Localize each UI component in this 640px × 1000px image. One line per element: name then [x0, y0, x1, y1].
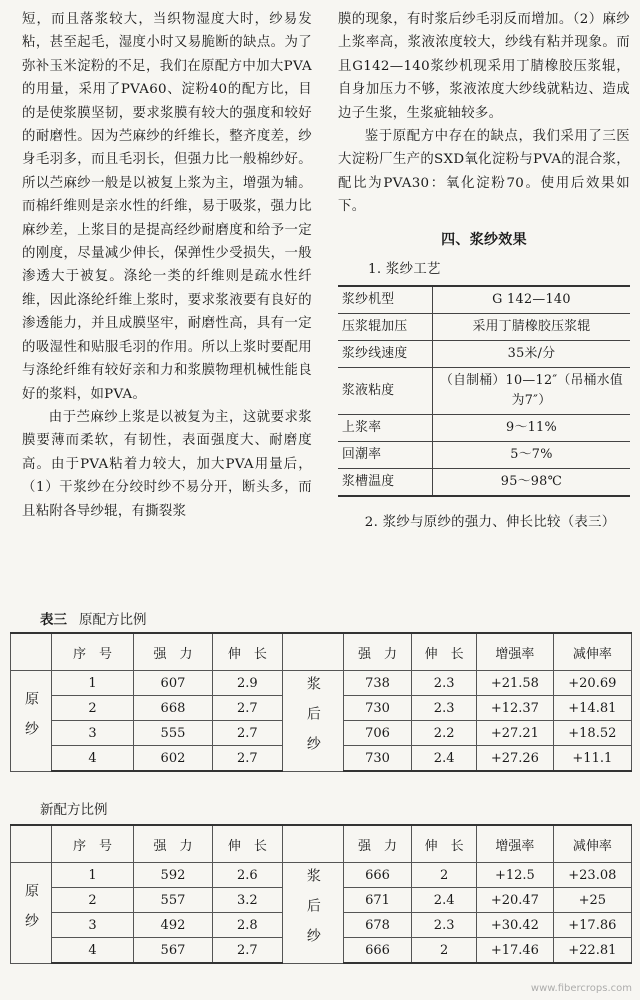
col-header: 强 力 — [343, 825, 411, 863]
cell: 1 — [52, 671, 134, 696]
table-caption — [40, 608, 147, 628]
param-value: （自制桶）10—12″（吊桶水值为7″） — [433, 368, 631, 415]
process-table — [338, 285, 630, 497]
subsection-title: 2. 浆纱与原纱的强力、伸长比较（表三） — [364, 515, 616, 531]
col-header: 序 号 — [52, 633, 134, 671]
cell: 555 — [134, 721, 213, 746]
table-row — [11, 671, 632, 696]
cell: 666 — [343, 863, 411, 888]
param-value: 95～98℃ — [433, 469, 631, 497]
cell: 607 — [134, 671, 213, 696]
param-value: 9～11% — [433, 415, 631, 442]
param-name: 回潮率 — [338, 442, 433, 469]
cell: 2 — [412, 938, 477, 964]
cell: +12.5 — [477, 863, 554, 888]
group-label: 浆后纱 — [282, 863, 343, 964]
cell: 3 — [52, 913, 134, 938]
cell: 567 — [134, 938, 213, 964]
cell: 730 — [343, 746, 411, 772]
cell: +23.08 — [553, 863, 631, 888]
cell: 2.3 — [412, 913, 477, 938]
cell: +12.37 — [477, 696, 554, 721]
cell: +21.58 — [477, 671, 554, 696]
param-name: 压浆辊加压 — [338, 314, 433, 341]
col-header: 伸 长 — [212, 633, 282, 671]
cell: 4 — [52, 746, 134, 772]
table-caption — [40, 798, 108, 818]
cell: 1 — [52, 863, 134, 888]
cell: 4 — [52, 938, 134, 964]
cell: +22.81 — [553, 938, 631, 964]
cell: 671 — [343, 888, 411, 913]
param-value: 5～7% — [433, 442, 631, 469]
cell: +18.52 — [553, 721, 631, 746]
left-column — [22, 8, 312, 523]
table-header-row — [11, 633, 632, 671]
col-header: 伸 长 — [212, 825, 282, 863]
cell: 3.2 — [212, 888, 282, 913]
cell: +20.47 — [477, 888, 554, 913]
table-label: 表三 — [40, 612, 67, 628]
group-label: 原纱 — [11, 671, 52, 772]
cell: 2.2 — [412, 721, 477, 746]
cell: 2.4 — [412, 888, 477, 913]
paragraph: 由于苎麻纱上浆是以被复为主，这就要求浆膜要薄而柔软，有韧性，表面强度大、耐磨度高。由于PVA粘着力较大，加大PVA用量后，（1）干浆纱在分绞时纱不易分开，断头多，而且粘附各导纱辊，有撕裂浆 — [22, 409, 312, 519]
cell: +27.21 — [477, 721, 554, 746]
table-row — [338, 341, 630, 368]
param-name: 浆槽温度 — [338, 469, 433, 497]
cell: +27.26 — [477, 746, 554, 772]
table-row — [338, 415, 630, 442]
col-header: 减伸率 — [553, 825, 631, 863]
table-row — [338, 286, 630, 314]
subsection-title: 1. 浆纱工艺 — [368, 262, 441, 278]
table-row — [338, 469, 630, 497]
cell: 2.9 — [212, 671, 282, 696]
cell: 2.7 — [212, 696, 282, 721]
paragraph: 膜的现象，有时浆后纱毛羽反而增加。（2）麻纱上浆率高，浆液浓度较大，纱线有粘并现象。而且G142—140浆纱机现采用丁腈橡胶压浆辊，自身加压力不够，浆液浓度大纱线就粘边、造成边子生浆，生浆疵轴较多。 — [338, 12, 630, 121]
cell: 706 — [343, 721, 411, 746]
col-header: 伸 长 — [412, 825, 477, 863]
cell: +11.1 — [553, 746, 631, 772]
table-row — [11, 863, 632, 888]
cell: +17.46 — [477, 938, 554, 964]
cell: 2.4 — [412, 746, 477, 772]
table-title: 新配方比例 — [40, 802, 108, 818]
cell: 2.7 — [212, 721, 282, 746]
cell: 2 — [412, 863, 477, 888]
cell: +25 — [553, 888, 631, 913]
cell: 678 — [343, 913, 411, 938]
cell: 668 — [134, 696, 213, 721]
param-value: 采用丁腈橡胶压浆辊 — [433, 314, 631, 341]
col-header: 增强率 — [477, 825, 554, 863]
section-title: 四、浆纱效果 — [441, 231, 527, 248]
cell: 492 — [134, 913, 213, 938]
cell: 2.3 — [412, 671, 477, 696]
param-name: 上浆率 — [338, 415, 433, 442]
cell: 557 — [134, 888, 213, 913]
param-value: 35米/分 — [433, 341, 631, 368]
cell: 602 — [134, 746, 213, 772]
cell: +20.69 — [553, 671, 631, 696]
data-table-new — [10, 824, 632, 964]
watermark: www.fibercrops.com — [530, 983, 632, 994]
cell: 3 — [52, 721, 134, 746]
cell: 738 — [343, 671, 411, 696]
col-header: 强 力 — [134, 633, 213, 671]
group-label: 原纱 — [11, 863, 52, 964]
cell: 2.7 — [212, 938, 282, 964]
param-name: 浆液粘度 — [338, 368, 433, 415]
col-header: 减伸率 — [553, 633, 631, 671]
col-header: 强 力 — [343, 633, 411, 671]
cell: 2.6 — [212, 863, 282, 888]
group-label: 浆后纱 — [282, 671, 343, 772]
cell: 666 — [343, 938, 411, 964]
param-name: 浆纱机型 — [338, 286, 433, 314]
param-value: G 142—140 — [433, 286, 631, 314]
cell: 730 — [343, 696, 411, 721]
cell: 2 — [52, 696, 134, 721]
col-header: 伸 长 — [412, 633, 477, 671]
data-table-old — [10, 632, 632, 772]
table-row — [338, 442, 630, 469]
cell: +30.42 — [477, 913, 554, 938]
table-row — [338, 368, 630, 415]
right-column — [338, 8, 630, 535]
cell: +14.81 — [553, 696, 631, 721]
col-header: 序 号 — [52, 825, 134, 863]
cell: 2.3 — [412, 696, 477, 721]
col-header: 增强率 — [477, 633, 554, 671]
paragraph: 鉴于原配方中存在的缺点，我们采用了三医大淀粉厂生产的SXD氧化淀粉与PVA的混合浆，配比为PVA30：氧化淀粉70。使用后效果如下。 — [338, 129, 630, 215]
paragraph: 短，而且落浆较大，当织物湿度大时，纱易发粘，甚至起毛，湿度小时又易脆断的缺点。为了弥补玉米淀粉的不足，我们在原配方中加大PVA的用量，采用了PVA60、淀粉40的配方比，目的是使浆膜坚韧，要求浆膜有较大的强度和较好的耐磨性。因为苎麻纱的纤维长，整齐度差，纱身毛羽多，而且毛羽长，但强力比一般棉纱好。所以苎麻纱一般是以被复上浆为主，增强为辅。而棉纤维则是亲水性的纤维，易于吸浆，强力比麻纱差，上浆目的是提高经纱耐磨度和给予一定的刚度，尽量减少伸长，保弹性少受损失，一般渗透大于被复。涤纶一类的纤维则是疏水性纤维，因此涤纶纤维上浆时，要求浆液要有良好的渗透能力，并且成膜坚牢，耐磨性高，具有一定的吸湿性和贴服毛羽的作用。所以上浆时要配用与涤纶纤维有较好亲和力和浆膜物理机械性能良好的浆料，如PVA。 — [22, 12, 312, 402]
cell: 2.8 — [212, 913, 282, 938]
cell: +17.86 — [553, 913, 631, 938]
param-name: 浆纱线速度 — [338, 341, 433, 368]
table-header-row — [11, 825, 632, 863]
cell: 592 — [134, 863, 213, 888]
table-title: 原配方比例 — [79, 612, 147, 628]
col-header: 强 力 — [134, 825, 213, 863]
table-row — [338, 314, 630, 341]
cell: 2 — [52, 888, 134, 913]
cell: 2.7 — [212, 746, 282, 772]
